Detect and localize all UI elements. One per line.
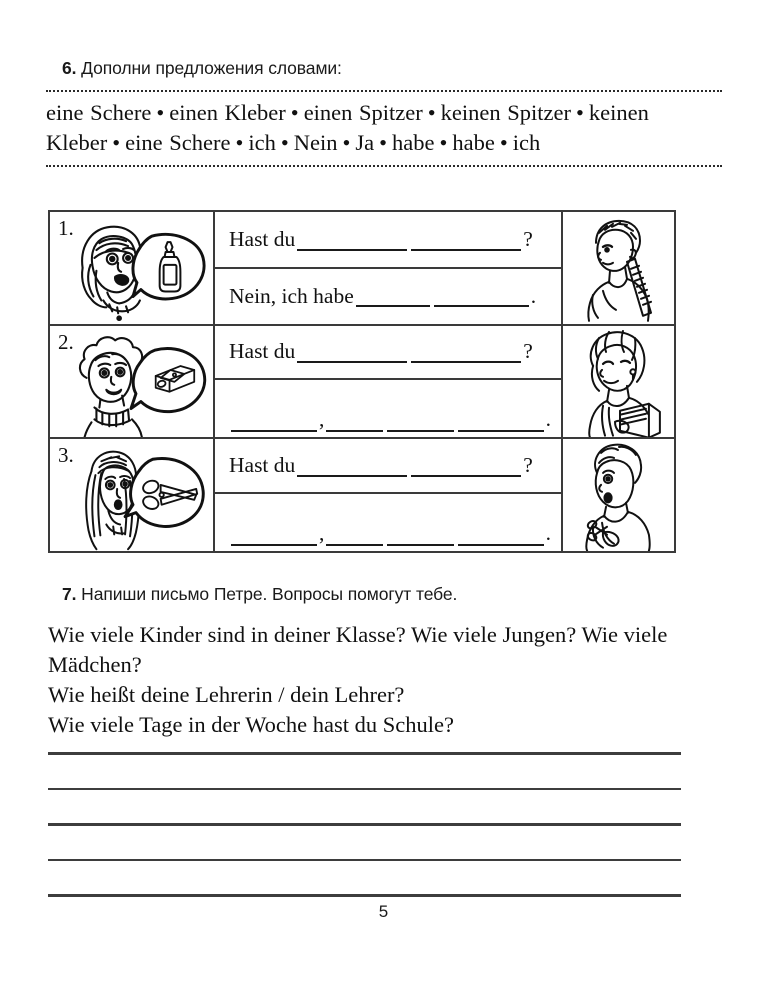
girl-with-book bbox=[563, 326, 674, 438]
word-bank-item: einen Spitzer bbox=[303, 100, 423, 125]
answer-line[interactable] bbox=[48, 859, 681, 862]
row-3-answer-suffix: . bbox=[545, 521, 552, 546]
word-bank-separator: • bbox=[280, 129, 289, 155]
row-2-answer-line bbox=[215, 380, 561, 437]
word-bank-item: eine Schere bbox=[46, 100, 152, 125]
row-2-question-blank-2[interactable] bbox=[411, 341, 521, 363]
row-3-answer-comma: , bbox=[319, 521, 325, 546]
answer-line[interactable] bbox=[48, 752, 681, 755]
word-bank-item: habe bbox=[392, 129, 435, 155]
word-bank-separator: • bbox=[379, 129, 387, 155]
row-3-question-line bbox=[215, 439, 561, 493]
row-1-picture-cell bbox=[50, 212, 215, 324]
row-1-answer-blank-2[interactable] bbox=[434, 285, 529, 307]
row-2-illustration-cell bbox=[563, 326, 674, 438]
row-2-question-prefix: Hast du bbox=[229, 339, 296, 364]
word-bank-separator: • bbox=[290, 100, 299, 125]
word-bank-separator: • bbox=[439, 129, 448, 155]
row-1-question-line bbox=[215, 212, 561, 269]
answer-line[interactable] bbox=[48, 894, 681, 897]
row-3-illustration-cell bbox=[563, 439, 674, 551]
row-2-question-blank-1[interactable] bbox=[297, 341, 407, 363]
row-3-answer-line bbox=[215, 494, 561, 551]
row-2-answer-suffix: . bbox=[545, 407, 552, 432]
exercise-6-number: 6. bbox=[62, 58, 77, 78]
speech-bubble-3 bbox=[50, 439, 213, 551]
row-3-question-suffix: ? bbox=[523, 453, 533, 478]
exercise-6-instruction: Дополни предложения словами: bbox=[81, 58, 342, 78]
speech-bubble-2 bbox=[50, 326, 213, 438]
row-2-question-suffix: ? bbox=[523, 339, 533, 364]
exercise-7-instruction: Напиши письмо Петре. Вопросы помогут тебе. bbox=[81, 584, 458, 604]
row-2-answer-blank-4[interactable] bbox=[458, 410, 544, 432]
table-row bbox=[50, 212, 674, 326]
word-bank-item: ich bbox=[248, 129, 276, 155]
row-3-question-blank-1[interactable] bbox=[297, 454, 407, 476]
word-bank-separator: • bbox=[342, 129, 351, 155]
row-2-answer-comma: , bbox=[319, 407, 325, 432]
word-bank-separator: • bbox=[156, 100, 165, 125]
row-3-answer-blank-3[interactable] bbox=[387, 524, 454, 546]
row-2-picture-cell bbox=[50, 326, 215, 438]
word-bank bbox=[46, 90, 722, 167]
row-2-number: 2. bbox=[58, 329, 74, 354]
word-bank-item: eine Schere bbox=[125, 129, 231, 155]
row-1-question-suffix: ? bbox=[523, 226, 533, 251]
question-line: Wie heißt deine Lehrerin / dein Lehrer? bbox=[48, 681, 405, 707]
row-3-question-prefix: Hast du bbox=[229, 453, 296, 478]
speech-bubble-1 bbox=[50, 212, 213, 324]
row-2-question-line bbox=[215, 326, 561, 380]
boy-with-ruler bbox=[563, 212, 674, 324]
row-3-answer-blank-2[interactable] bbox=[326, 524, 382, 546]
exercise-7-number: 7. bbox=[62, 584, 77, 604]
page-number: 5 bbox=[378, 902, 389, 921]
row-2-answer-blank-2[interactable] bbox=[326, 410, 382, 432]
word-bank-item: habe bbox=[452, 129, 495, 155]
word-bank-item: einen Kleber bbox=[169, 100, 286, 125]
row-2-answer-blank-1[interactable] bbox=[231, 410, 317, 432]
table-row bbox=[50, 326, 674, 440]
row-3-picture-cell bbox=[50, 439, 215, 551]
row-1-question-blank-2[interactable] bbox=[411, 228, 521, 250]
answer-line[interactable] bbox=[48, 823, 681, 826]
answer-line[interactable] bbox=[48, 788, 681, 791]
row-1-question-blank-1[interactable] bbox=[297, 228, 407, 250]
word-bank-item: ich bbox=[512, 129, 541, 155]
exercise-6-heading bbox=[62, 58, 342, 79]
row-3-question-blank-2[interactable] bbox=[411, 454, 521, 476]
word-bank-separator: • bbox=[576, 100, 584, 125]
question-line: Wie viele Kinder sind in deiner Klasse? Wie viele Jungen? Wie viele Mädchen? bbox=[48, 622, 668, 677]
row-2-answer-blank-3[interactable] bbox=[387, 410, 454, 432]
word-bank-separator: • bbox=[235, 129, 244, 155]
word-bank-separator: • bbox=[112, 129, 121, 155]
row-2-sentence-cell bbox=[215, 326, 563, 438]
word-bank-words bbox=[46, 98, 722, 157]
word-bank-item: Ja bbox=[355, 129, 375, 155]
question-line: Wie viele Tage in der Woche hast du Schule? bbox=[48, 711, 454, 737]
row-1-number: 1. bbox=[58, 216, 74, 240]
row-1-illustration-cell bbox=[563, 212, 674, 324]
row-1-answer-blank-1[interactable] bbox=[356, 285, 430, 307]
word-bank-item: keinen Spitzer bbox=[440, 100, 572, 125]
word-bank-separator: • bbox=[499, 129, 508, 155]
word-bank-separator: • bbox=[427, 100, 436, 125]
word-bank-item: Nein bbox=[293, 129, 338, 155]
row-3-number: 3. bbox=[58, 443, 74, 468]
row-3-answer-blank-1[interactable] bbox=[231, 524, 317, 546]
row-1-answer-line bbox=[215, 269, 561, 324]
table-row bbox=[50, 439, 674, 551]
row-1-sentence-cell bbox=[215, 212, 563, 324]
word-bank-item: keinen Kleber bbox=[46, 100, 649, 155]
boy-with-scissors bbox=[563, 439, 674, 551]
exercise-7-questions bbox=[48, 620, 688, 740]
row-3-sentence-cell bbox=[215, 439, 563, 551]
row-1-question-prefix: Hast du bbox=[229, 226, 296, 251]
exercise-7-heading bbox=[62, 584, 457, 605]
row-3-answer-blank-4[interactable] bbox=[458, 524, 544, 546]
row-1-answer-suffix: . bbox=[530, 283, 537, 308]
exercise-6-table bbox=[48, 210, 676, 553]
row-1-answer-prefix: Nein, ich habe bbox=[229, 283, 354, 308]
